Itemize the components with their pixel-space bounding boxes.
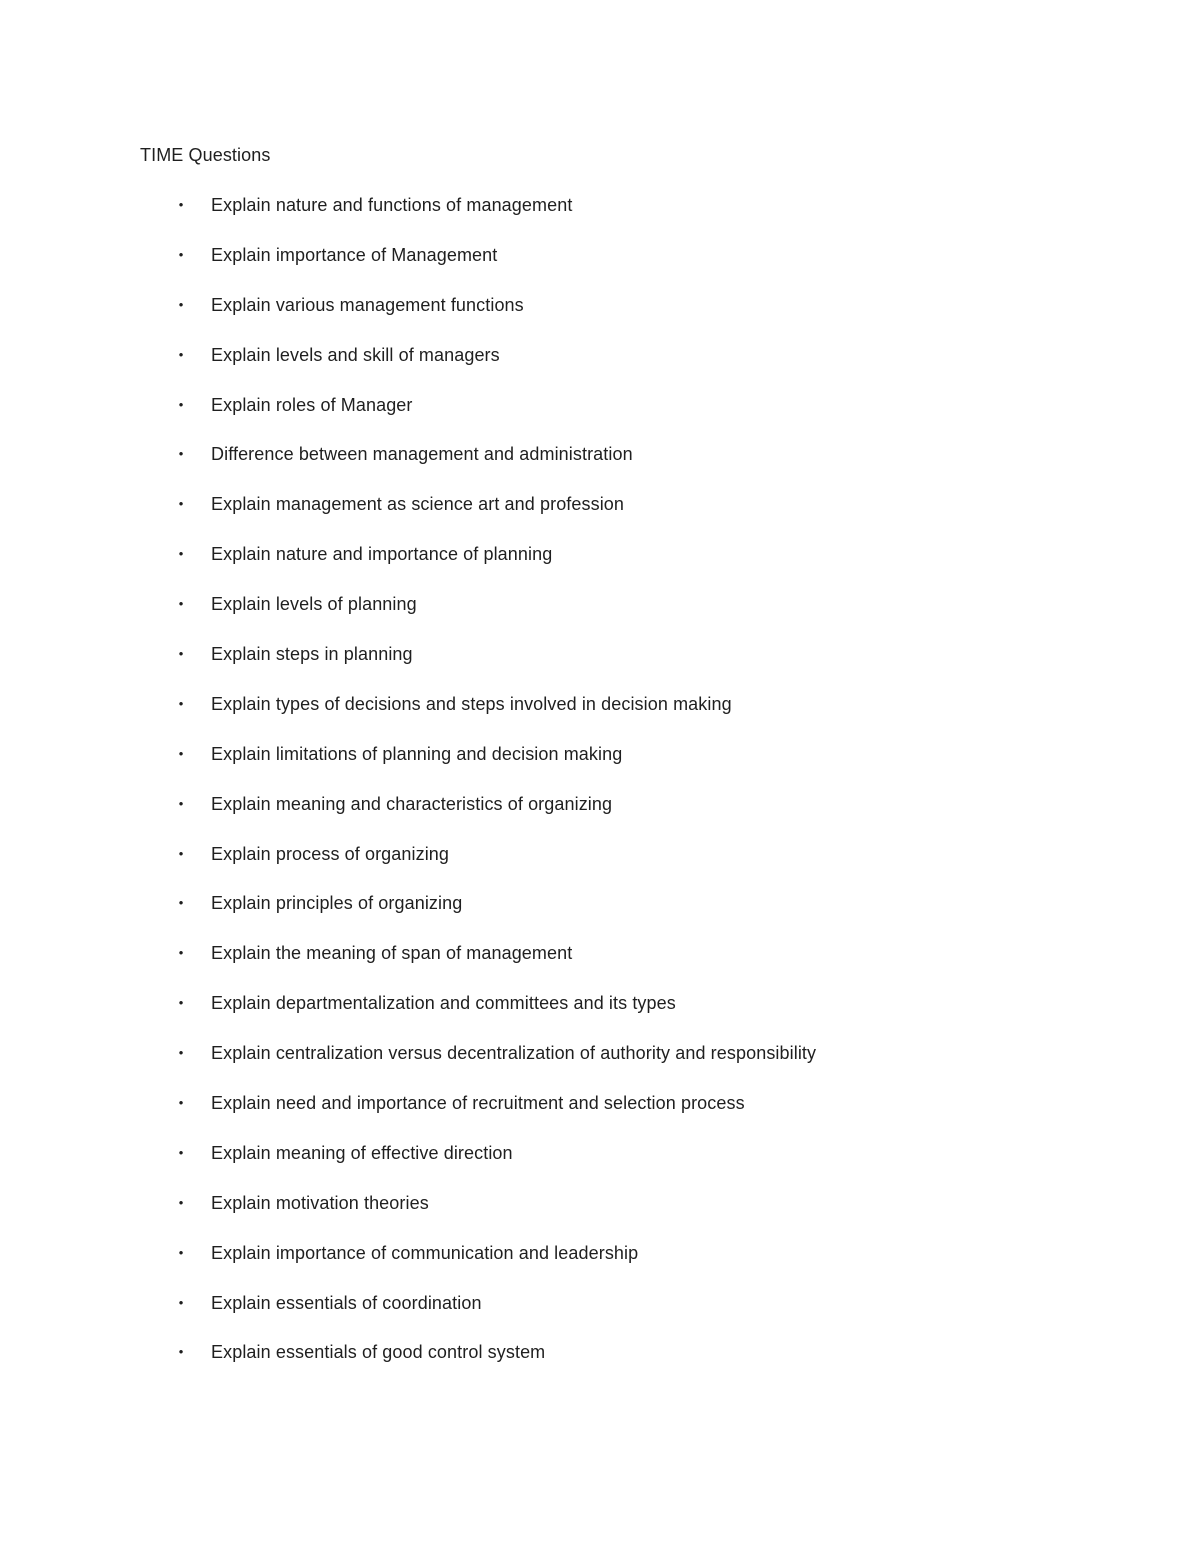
list-item <box>0 792 1200 842</box>
bullet-icon: • <box>178 1194 184 1210</box>
question-text: Explain essentials of coordination <box>211 1292 482 1313</box>
bullet-icon: • <box>178 1344 184 1360</box>
list-item <box>0 1191 1200 1241</box>
list-item <box>0 293 1200 343</box>
question-text: Explain levels and skill of managers <box>211 344 500 365</box>
question-text: Difference between management and administration <box>211 444 633 465</box>
list-item <box>0 542 1200 592</box>
list-item <box>0 442 1200 492</box>
list-item <box>0 343 1200 393</box>
bullet-icon: • <box>178 1045 184 1061</box>
list-item <box>0 193 1200 243</box>
question-text: Explain importance of Management <box>211 244 498 265</box>
bullet-icon: • <box>178 1244 184 1260</box>
document-title: TIME Questions <box>140 145 271 165</box>
list-item <box>0 1241 1200 1291</box>
question-text: Explain nature and importance of planning <box>211 544 553 565</box>
bullet-icon: • <box>178 296 184 312</box>
list-item <box>0 1291 1200 1341</box>
question-list <box>0 193 1200 1390</box>
list-item <box>0 1091 1200 1141</box>
bullet-icon: • <box>178 1095 184 1111</box>
question-text: Explain need and importance of recruitment and selection process <box>211 1093 745 1114</box>
question-text: Explain centralization versus decentralization of authority and responsibility <box>211 1043 817 1064</box>
bullet-icon: • <box>178 695 184 711</box>
question-text: Explain importance of communication and leadership <box>211 1242 639 1263</box>
question-text: Explain limitations of planning and decision making <box>211 743 623 764</box>
question-text: Explain types of decisions and steps involved in decision making <box>211 693 732 714</box>
question-text: Explain steps in planning <box>211 644 413 665</box>
list-item <box>0 393 1200 443</box>
list-item <box>0 592 1200 642</box>
question-text: Explain various management functions <box>211 294 524 315</box>
bullet-icon: • <box>178 246 184 262</box>
bullet-icon: • <box>178 646 184 662</box>
list-item <box>0 891 1200 941</box>
question-text: Explain nature and functions of management <box>211 195 573 215</box>
bullet-icon: • <box>178 396 184 412</box>
bullet-icon: • <box>178 1294 184 1310</box>
question-text: Explain motivation theories <box>211 1192 429 1213</box>
bullet-icon: • <box>178 795 184 811</box>
bullet-icon: • <box>178 995 184 1011</box>
list-item <box>0 1340 1200 1390</box>
question-text: Explain management as science art and profession <box>211 494 625 515</box>
question-text: Explain process of organizing <box>211 843 450 864</box>
bullet-icon: • <box>178 945 184 961</box>
bullet-icon: • <box>178 197 184 212</box>
bullet-icon: • <box>178 745 184 761</box>
bullet-icon: • <box>178 546 184 562</box>
question-text: Explain roles of Manager <box>211 394 413 415</box>
list-item <box>0 642 1200 692</box>
list-item <box>0 1141 1200 1191</box>
bullet-icon: • <box>178 596 184 612</box>
bullet-icon: • <box>178 496 184 512</box>
list-item <box>0 842 1200 892</box>
question-text: Explain principles of organizing <box>211 893 463 914</box>
question-text: Explain the meaning of span of management <box>211 943 573 964</box>
list-item <box>0 941 1200 991</box>
list-item <box>0 243 1200 293</box>
list-item <box>0 492 1200 542</box>
list-item <box>0 692 1200 742</box>
bullet-icon: • <box>178 845 184 861</box>
bullet-icon: • <box>178 346 184 362</box>
question-text: Explain essentials of good control system <box>211 1342 546 1363</box>
question-text: Explain levels of planning <box>211 594 417 615</box>
bullet-icon: • <box>178 446 184 462</box>
bullet-icon: • <box>178 1144 184 1160</box>
question-text: Explain meaning of effective direction <box>211 1142 513 1163</box>
question-text: Explain departmentalization and committees and its types <box>211 993 676 1014</box>
question-text: Explain meaning and characteristics of organizing <box>211 793 613 814</box>
list-item <box>0 1041 1200 1091</box>
list-item <box>0 742 1200 792</box>
list-item <box>0 991 1200 1041</box>
bullet-icon: • <box>178 895 184 911</box>
